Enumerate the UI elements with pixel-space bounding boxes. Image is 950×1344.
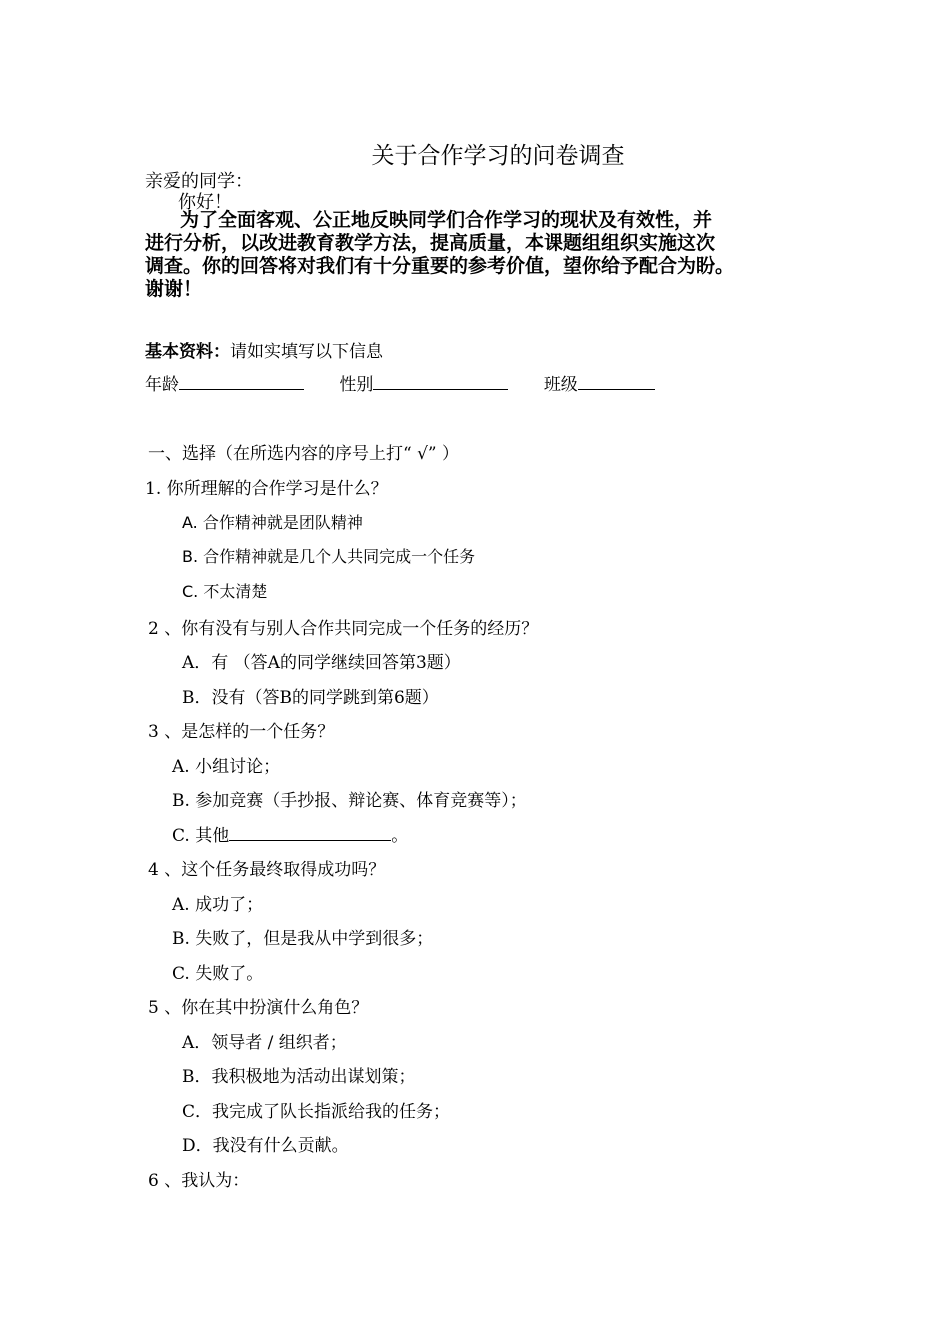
intro-line-1: 为了全面客观、公正地反映同学们合作学习的现状及有效性，并	[180, 209, 713, 231]
q1-option-c[interactable]: C. 不太清楚	[182, 582, 268, 601]
info-fields	[145, 370, 685, 395]
q4-option-c[interactable]: C. 失败了。	[172, 964, 264, 984]
q3-option-a[interactable]: A. 小组讨论；	[172, 757, 281, 777]
q5-option-c[interactable]: C．我完成了队长指派给我的任务；	[182, 1102, 451, 1122]
hello-line: 你好！	[178, 192, 232, 213]
basic-info-text: 请如实填写以下信息	[230, 342, 383, 362]
q4-option-a[interactable]: A. 成功了；	[172, 895, 264, 915]
intro-line-2: 进行分析，以改进教育教学方法，提高质量，本课题组组织实施这次	[145, 232, 716, 254]
question-1: 1. 你所理解的合作学习是什么？	[145, 479, 388, 499]
q3-option-c-end: 。	[391, 826, 409, 846]
question-2: 2 、你有没有与别人合作共同完成一个任务的经历？	[148, 619, 539, 639]
question-6: 6 、我认为：	[148, 1171, 250, 1191]
q3-option-b[interactable]: B. 参加竞赛（手抄报、辩论赛、体育竞赛等）；	[172, 791, 527, 811]
intro-paragraph	[145, 209, 825, 301]
q2-option-b[interactable]: B．没有（答B的同学跳到第6题）	[182, 688, 439, 708]
greeting: 亲爱的同学：	[145, 171, 253, 192]
q4-option-b[interactable]: B. 失败了，但是我从中学到很多；	[172, 929, 434, 949]
q5-option-d[interactable]: D．我没有什么贡献。	[182, 1136, 349, 1156]
basic-info	[145, 337, 383, 362]
q3-option-c-label: C. 其他	[172, 826, 230, 846]
class-field[interactable]	[544, 370, 655, 395]
class-blank[interactable]	[578, 375, 655, 390]
page-title: 关于合作学习的问卷调查	[371, 143, 625, 169]
question-4: 4 、这个任务最终取得成功吗？	[148, 860, 386, 880]
q5-option-a[interactable]: A．领导者 / 组织者；	[182, 1033, 347, 1053]
question-5: 5 、你在其中扮演什么角色？	[148, 998, 369, 1018]
q2-option-a[interactable]: A．有 （答A的同学继续回答第3题）	[182, 653, 461, 673]
q1-option-a[interactable]: A. 合作精神就是团队精神	[182, 513, 363, 532]
age-field[interactable]	[145, 370, 304, 395]
gender-blank[interactable]	[373, 375, 508, 390]
q5-option-b[interactable]: B．我积极地为活动出谋划策；	[182, 1067, 416, 1087]
basic-info-label: 基本资料：	[145, 342, 230, 362]
gender-field[interactable]	[339, 370, 508, 395]
age-label: 年龄	[145, 375, 179, 395]
age-blank[interactable]	[179, 375, 304, 390]
section-heading: 一、选择（在所选内容的序号上打“ √” ）	[148, 444, 460, 464]
intro-line-4: 谢谢！	[145, 278, 203, 300]
class-label: 班级	[543, 375, 578, 395]
intro-line-3: 调查。你的回答将对我们有十分重要的参考价值，望你给予配合为盼。	[145, 255, 735, 277]
q3-other-blank[interactable]	[229, 826, 391, 841]
gender-label: 性别	[339, 375, 374, 395]
q3-option-c[interactable]	[172, 821, 408, 846]
q1-option-b[interactable]: B. 合作精神就是几个人共同完成一个任务	[182, 547, 476, 566]
question-3: 3 、是怎样的一个任务？	[148, 722, 335, 742]
